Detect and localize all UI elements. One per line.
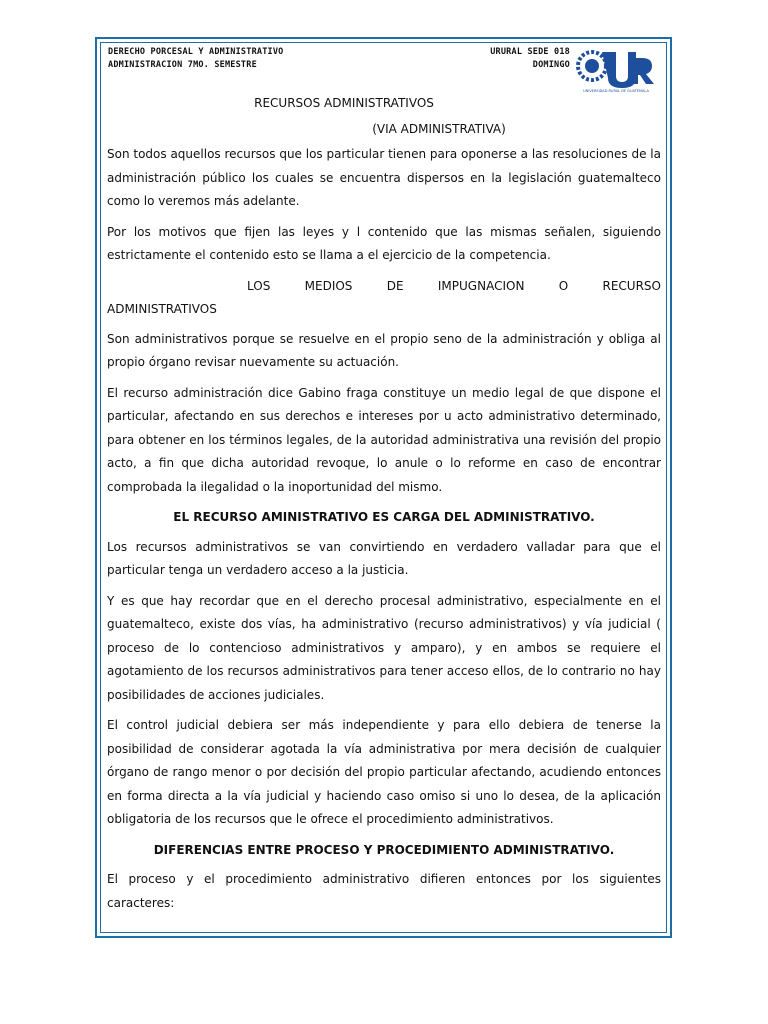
paragraph-3: Son administrativos porque se resuelve en el propio seno de la administración y obliga al propio órgano revisar nuevamente su actuación. [107,331,661,369]
header-left [108,46,283,72]
paragraph-4: El recurso administración dice Gabino fraga constituye un medio legal de que dispone el particular, afectando en sus derechos e intereses por u acto administrativo determinado, para obtener en los términos legales, de la autoridad administrativa una revisión del propio acto, a fin que dicha autoridad revoque, lo anule o lo reforme en caso de encontrar comprobada la ilegalidad o la inoportunidad del mismo. [107,385,661,494]
section-heading-diferencias: DIFERENCIAS ENTRE PROCESO Y PROCEDIMIENTO ADMINISTRATIVO. [153,842,615,857]
day-label: DOMINGO [532,60,570,70]
paragraph-1: Son todos aquellos recursos que los particular tienen para oponerse a las resoluciones de la administración público los cuales se encuentra dispersos en la legislación guatemalteco como lo veremos más adelante. [107,147,661,208]
header-right [482,46,570,72]
section-heading-medios: LOS MEDIOS DE IMPUGNACION O RECURSO [247,278,661,293]
logo-caption: UNIVERSIDAD RURAL DE GUATEMALA [583,89,649,93]
course-title: DERECHO PORCESAL Y ADMINISTRATIVO [108,47,284,57]
doc-subtitle: (VIA ADMINISTRATIVA) [372,121,506,136]
paragraph-2: Por los motivos que fijen las leyes y l contenido que las mismas señalen, siguiendo estrictamente el contenido esto se llama a el ejercicio de la competencia. [107,224,661,262]
section-heading-medios-cont: ADMINISTRATIVOS [107,302,217,316]
university-logo [572,44,656,96]
paragraph-7: El control judicial debiera ser más independiente y para ello debiera de tenerse la posibilidad de considerar agotada la vía administrativa por mera decisión de cualquier órgano de rango menor o por decisión del propio particular afectando, acudiendo entonces en forma directa a la vía judicial y haciendo caso omiso si uno lo desea, de la aplicación obligatoria de los recursos que le ofrece el procedimiento administrativos. [107,718,661,826]
doc-title: RECURSOS ADMINISTRATIVOS [254,96,434,110]
section-heading-carga: EL RECURSO AMINISTRATIVO ES CARGA DEL ADMINISTRATIVO. [173,510,595,524]
course-semester: ADMINISTRACION 7MO. SEMESTRE [108,60,257,70]
campus-label: URURAL SEDE 018 [490,47,570,57]
paragraph-6: Y es que hay recordar que en el derecho procesal administrativo, especialmente en el guatemalteco, existe dos vías, ha administrativo (recurso administrativos) y vía judicial ( proceso de lo contencioso administrativos y amparo), y en ambos se requiere el agotamiento de los recursos administrativos para tener acceso ellos, de lo contrario no hay posibilidades de acciones judiciales. [107,593,661,702]
document-body [107,92,661,922]
paragraph-8: El proceso y el procedimiento administrativo difieren entonces por los siguientes caracteres: [107,872,661,910]
paragraph-5: Los recursos administrativos se van convirtiendo en verdadero valladar para que el particular tenga un verdadero acceso a la justicia. [107,539,661,577]
